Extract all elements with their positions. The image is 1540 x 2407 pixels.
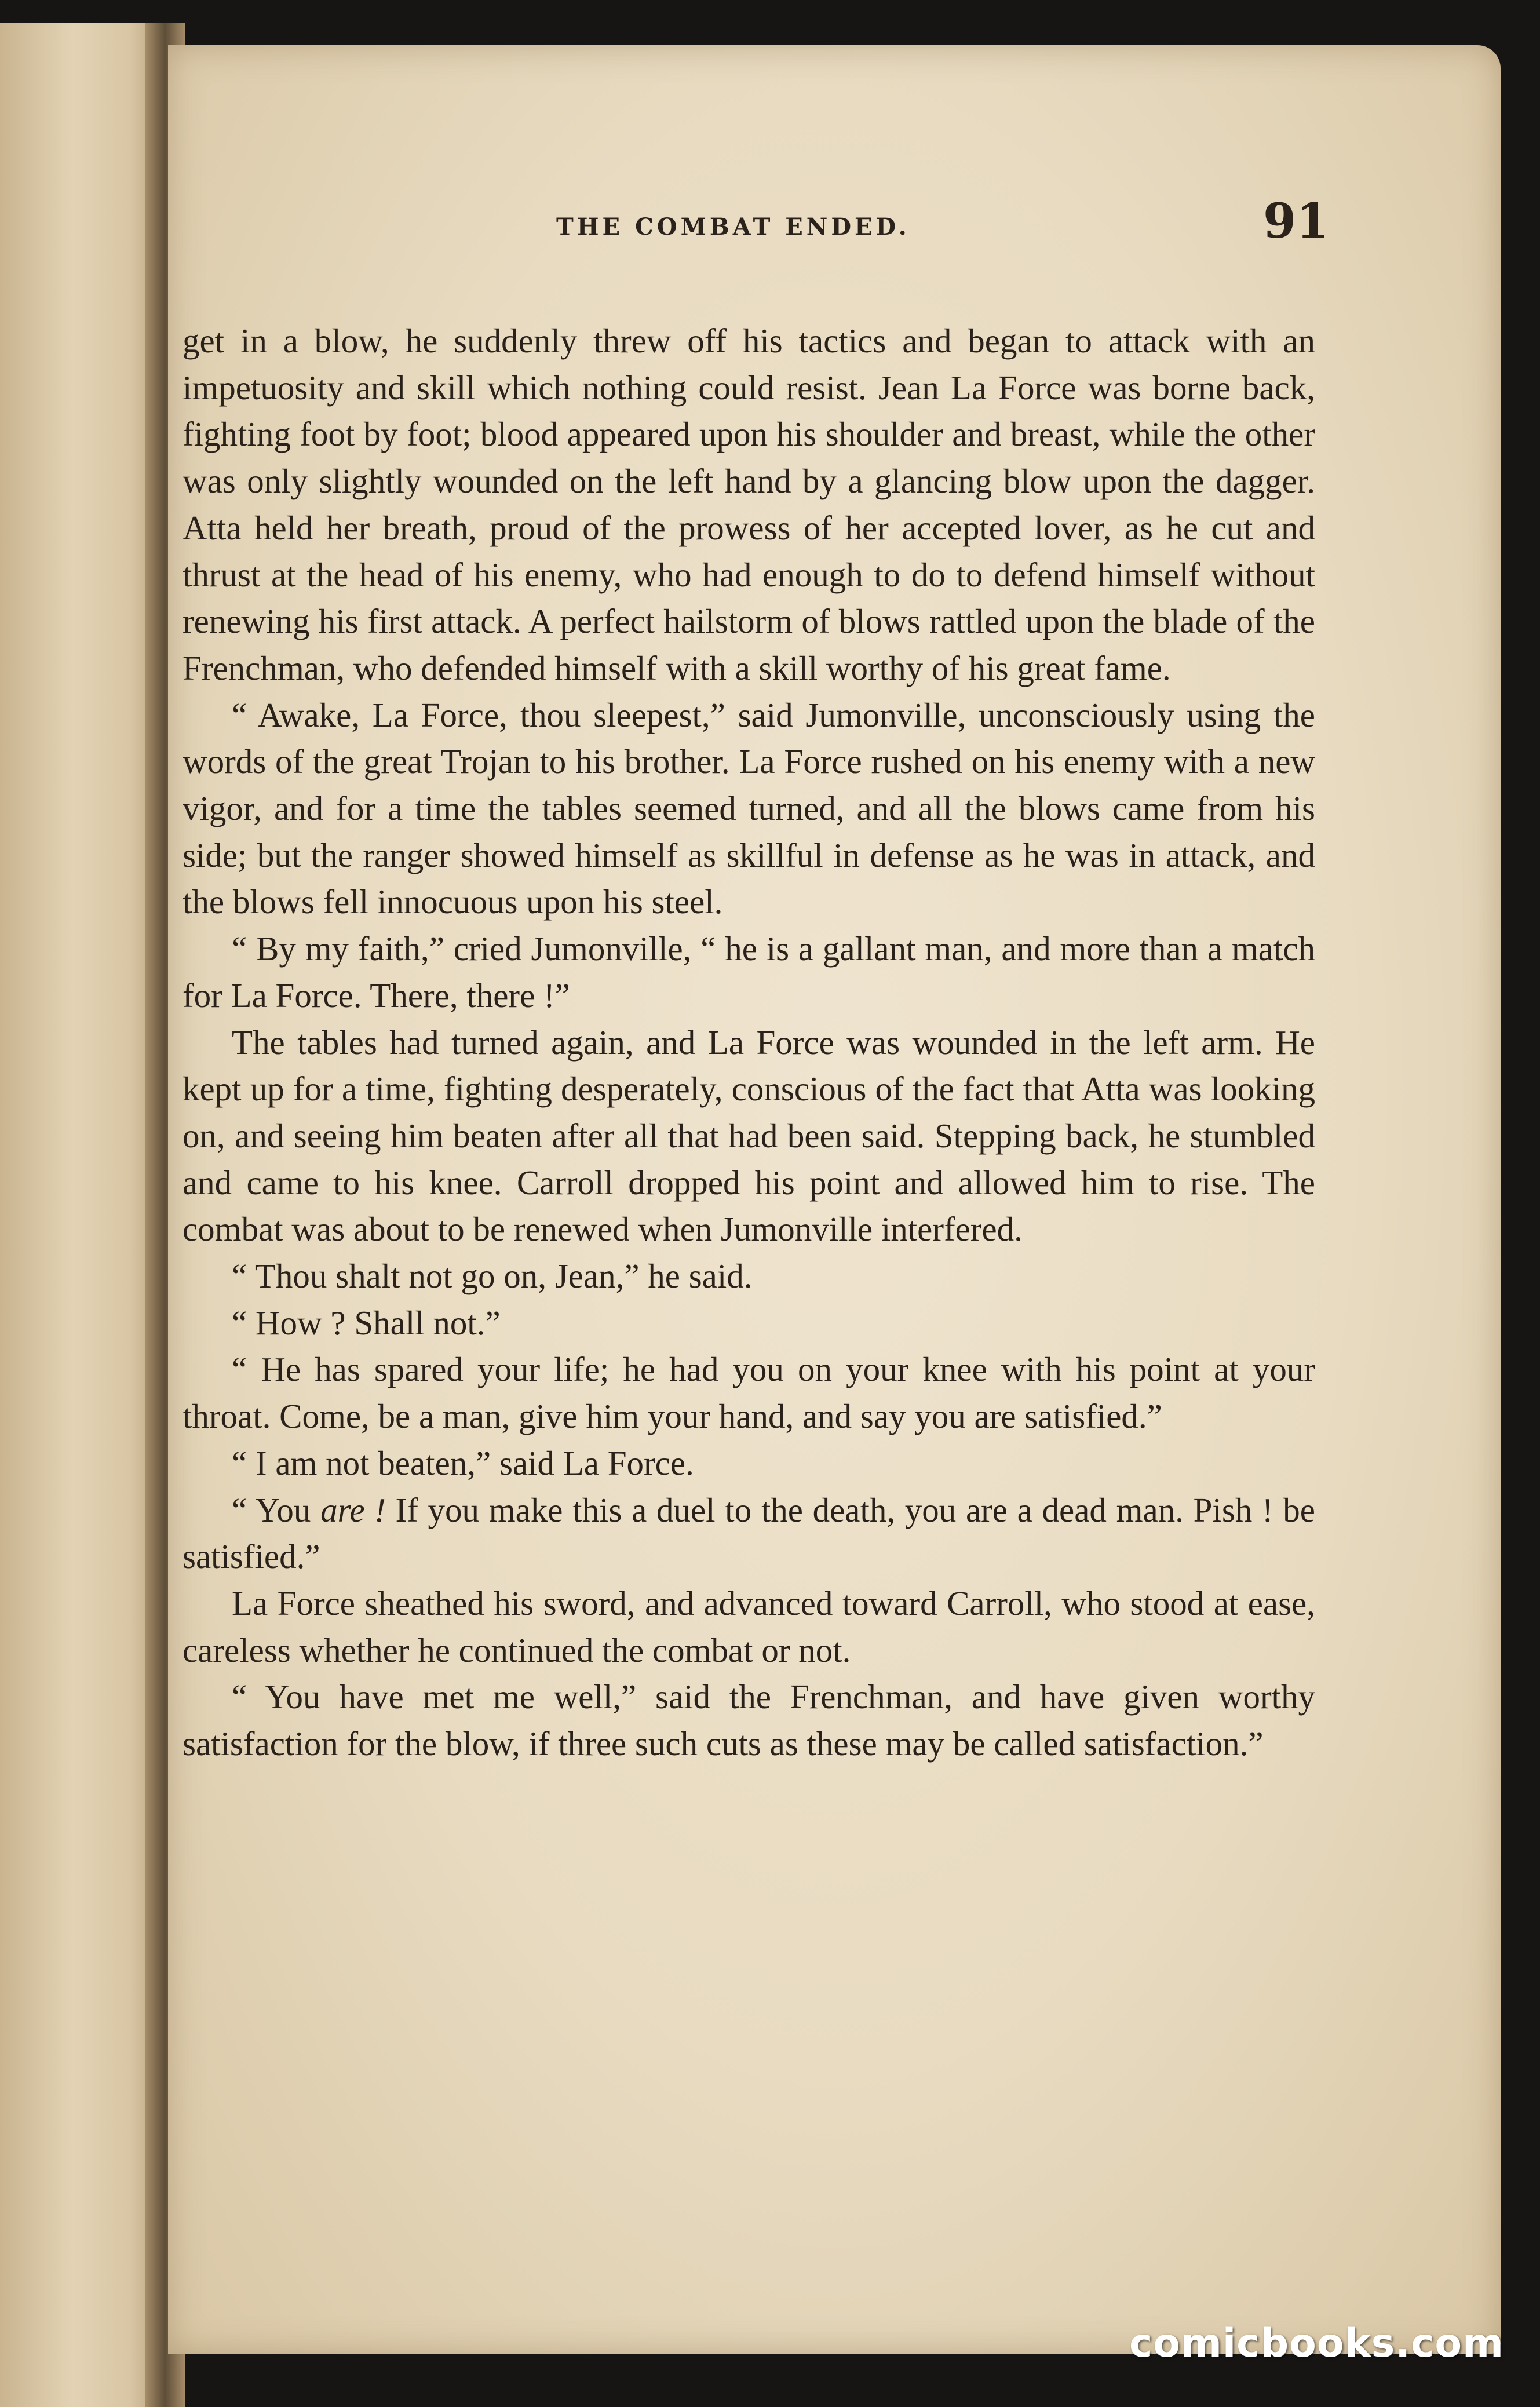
paragraph — [183, 1487, 1315, 1580]
paragraph: “ Thou shalt not go on, Jean,” he said. — [232, 1257, 753, 1296]
book-page — [168, 45, 1501, 2354]
paragraph: “ How ? Shall not.” — [232, 1303, 501, 1342]
body-text — [183, 318, 1315, 1767]
paragraph-text: “ You — [232, 1490, 321, 1529]
paragraph: “ By my faith,” cried Jumonville, “ he is a gallant man, and more than a match for La Force. There, there !” — [183, 929, 1315, 1015]
paragraph: “ You have met me well,” said the Frenchman, and have given worthy satisfaction for the blow, if three such cuts as these may be called satisfaction.” — [183, 1677, 1315, 1763]
site-watermark: comicbooks.com — [1129, 2321, 1504, 2366]
paragraph: The tables had turned again, and La Force was wounded in the left arm. He kept up for a time, fighting desperately, conscious of the fact that Atta was looking on, and seeing him beaten after all that had been said. Stepping back, he stumbled and came to his knee. Carroll dropped his point and allowed him to rise. The combat was about to be renewed when Jumonville interfered. — [183, 1023, 1315, 1249]
running-title: THE COMBAT ENDED. — [556, 213, 910, 240]
paragraph: “ He has spared your life; he had you on your knee with his point at your throat. Come, be a man, give him your hand, and say you are satisfied.” — [183, 1350, 1315, 1436]
paragraph-text: If you make this a duel to the death, you are a dead man. Pish ! be satisfied.” — [183, 1490, 1315, 1576]
paragraph: “ Awake, La Force, thou sleepest,” said Jumonville, unconsciously using the words of the great Trojan to his brother. La Force rushed on his enemy with a new vigor, and for a time the tables seemed turned, and all the blows came from his side; but the ranger showed himself as skillful in defense as he was in attack, and the blows fell innocuous upon his steel. — [183, 695, 1315, 921]
emphasis-text: are ! — [320, 1490, 386, 1529]
page-header — [168, 190, 1501, 260]
previous-page-edge — [0, 23, 162, 2407]
paragraph: get in a blow, he suddenly threw off his tactics and began to attack with an impetuosity and skill which nothing could resist. Jean La Force was borne back, fighting foot by foot; blood appeared upon his shoulder and breast, while the other was only slightly wounded on the left hand by a glancing blow upon the dagger. Atta held her breath, proud of the prowess of her accepted lover, as he cut and thrust at the head of his enemy, who had enough to do to defend himself without renewing his first attack. A perfect hailstorm of blows rattled upon the blade of the Frenchman, who defended himself with a skill worthy of his great fame. — [183, 322, 1315, 687]
paragraph: La Force sheathed his sword, and advanced toward Carroll, who stood at ease, careless whether he continued the combat or not. — [183, 1584, 1315, 1669]
page-number: 91 — [1263, 194, 1330, 249]
paragraph: “ I am not beaten,” said La Force. — [232, 1443, 694, 1482]
